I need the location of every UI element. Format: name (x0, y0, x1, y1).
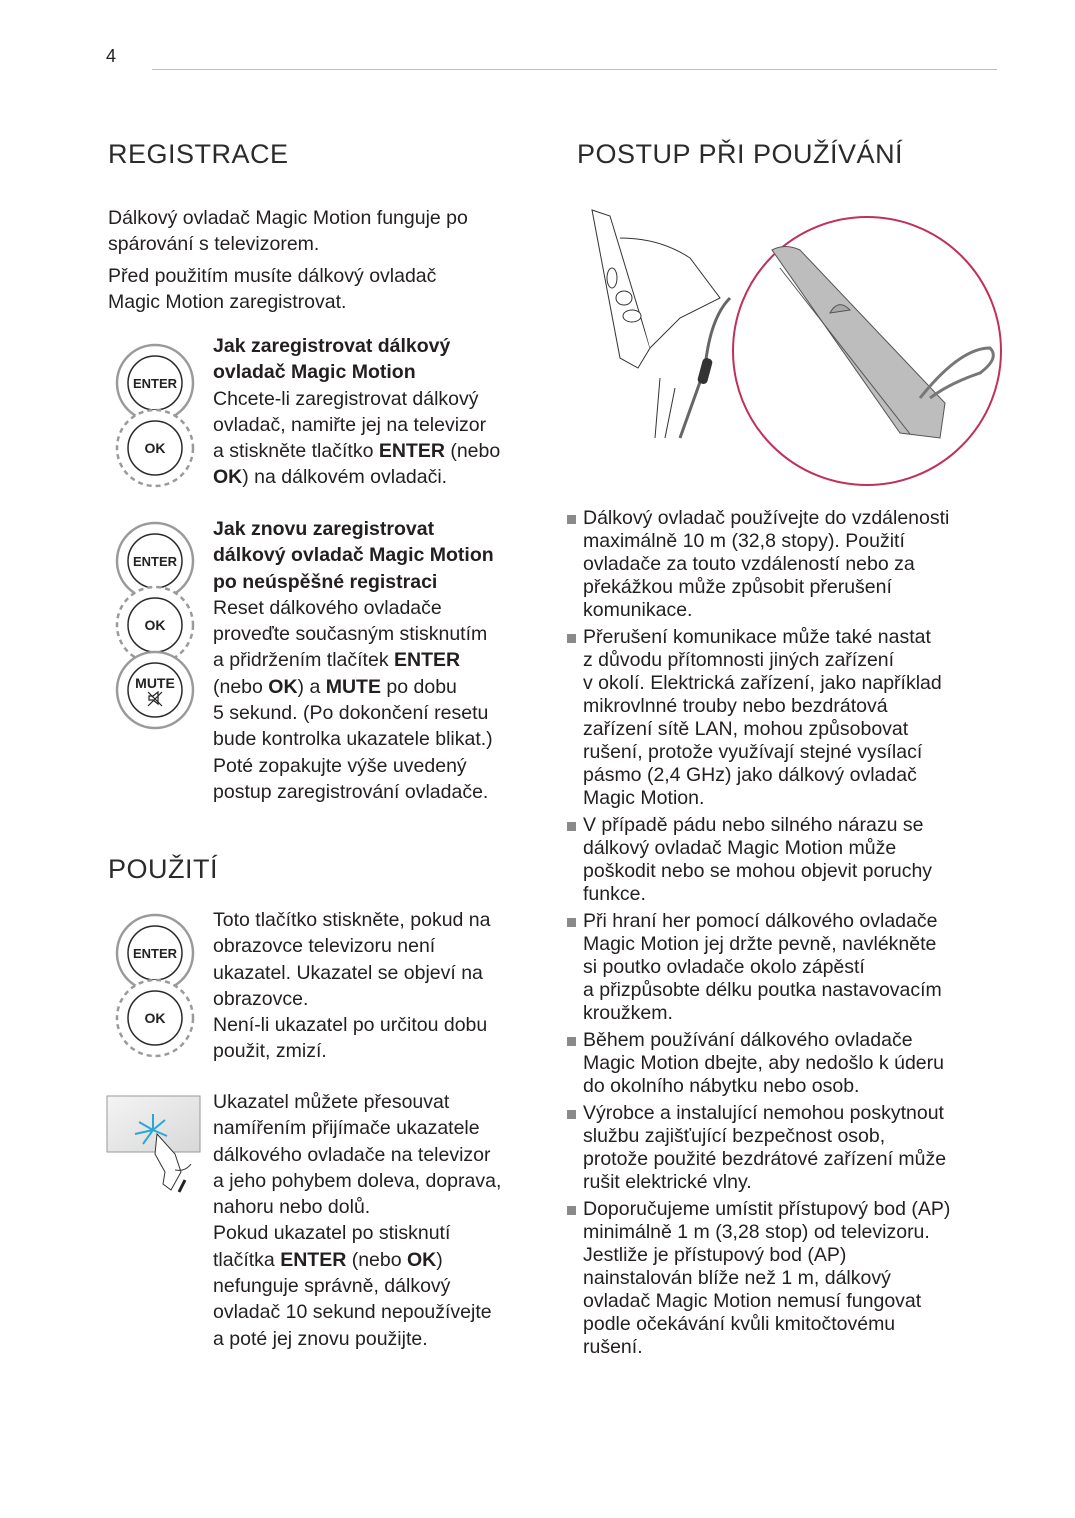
text-line: poškodit nebo se mohou objevit poruchy (583, 860, 933, 882)
text-line (213, 386, 500, 412)
text: obrazovce televizoru není (213, 935, 436, 958)
text-line: z důvodu přítomnosti jiných zařízení (583, 649, 895, 671)
text-line: komunikace. (583, 599, 693, 621)
text-line: pásmo (2,4 GHz) jako dálkový ovladač (583, 764, 917, 786)
text-line: funkce. (583, 883, 646, 905)
text-line: si poutko ovladače okolo zápěstí (583, 956, 865, 978)
text-line (213, 595, 494, 621)
text: ovladač, namiřte jej na televizor (213, 413, 487, 436)
bold-text: po neúspěšné registraci (213, 570, 438, 593)
text-line: Magic Motion dbejte, aby nedošlo k úderu (583, 1052, 944, 1074)
ok-button-icon (115, 408, 195, 493)
bold-text: ENTER (280, 1248, 347, 1271)
text: 5 sekund. (Po dokončení resetu (213, 702, 489, 725)
usage-notes-list (567, 507, 1007, 1363)
text: ) a (297, 675, 326, 698)
text-line: Při hraní her pomocí dálkového ovladače (583, 910, 938, 932)
text-line (213, 1273, 501, 1299)
text-line: podle očekávání kvůli kmitočtovému (583, 1313, 896, 1335)
text-line (213, 753, 494, 779)
text-line: zařízení sítě LAN, mohou způsobovat (583, 718, 909, 740)
bold-text: OK (407, 1248, 437, 1271)
text: a přidržením tlačítek (213, 649, 394, 672)
bold-text: ovladač Magic Motion (213, 361, 416, 384)
text-line (213, 647, 494, 673)
text-line (213, 1326, 501, 1352)
button-label: ENTER (132, 376, 178, 391)
bold-text: ENTER (378, 440, 445, 463)
text-line: službu zajišťující bezpečnost osob, (583, 1125, 886, 1147)
bold-text: OK (213, 466, 243, 489)
text-line: Výrobce a instalující nemohou poskytnout (583, 1102, 944, 1124)
text-line: Před použitím musíte dálkový ovladač (108, 265, 437, 287)
text-line: V případě pádu nebo silného nárazu se (583, 814, 924, 836)
text-line (213, 960, 491, 986)
text-line (213, 933, 491, 959)
text: ukazatel. Ukazatel se objeví na (213, 961, 483, 984)
text-line (213, 1194, 501, 1220)
bold-text: Jak zaregistrovat dálkový (213, 335, 451, 357)
bold-text: Jak znovu zaregistrovat (213, 518, 435, 540)
intro-paragraph-1 (108, 205, 468, 258)
text-line: překážkou může způsobit přerušení (583, 576, 892, 598)
text-line: Dálkový ovladač používejte do vzdálenosti (583, 507, 950, 529)
button-label: MUTE (135, 675, 175, 691)
button-label: ENTER (132, 946, 178, 961)
list-item (567, 626, 1007, 810)
text: nahoru nebo dolů. (213, 1196, 371, 1219)
text: dálkového ovladače na televizor (213, 1143, 491, 1166)
text-line: Magic Motion. (583, 787, 705, 809)
text: Poté zopakujte výše uvedený (213, 754, 467, 777)
text: namířením přijímače ukazatele (213, 1117, 480, 1140)
heading-pouziti: POUŽITÍ (108, 854, 218, 884)
text-line: ovladač Magic Motion nemusí fungovat (583, 1290, 922, 1312)
bold-text: dálkový ovladač Magic Motion (213, 544, 494, 567)
text: ) na dálkovém ovladači. (242, 466, 448, 489)
list-item (567, 1198, 1007, 1359)
button-label: OK (144, 1010, 166, 1026)
text-line (213, 986, 491, 1012)
bold-text: ENTER (393, 649, 461, 672)
text-line (213, 1038, 491, 1064)
text-line: ovladače za touto vzdáleností nebo za (583, 553, 915, 575)
text: Ukazatel můžete přesouvat (213, 1091, 450, 1113)
text: (nebo (213, 675, 269, 698)
text-line: nainstalován blíže než 1 m, dálkový (583, 1267, 891, 1289)
header-rule (152, 69, 997, 70)
button-label: OK (144, 617, 166, 633)
text-line: minimálně 1 m (3,28 stop) od televizoru. (583, 1221, 930, 1243)
text-line (213, 1220, 501, 1246)
text-line (213, 779, 494, 805)
text: po dobu (380, 675, 457, 698)
text: Není-li ukazatel po určitou dobu (213, 1014, 488, 1037)
text-line: kroužkem. (583, 1002, 673, 1024)
text: Reset dálkového ovladače (213, 596, 442, 619)
text-line (213, 700, 494, 726)
text-line: rušení, protože využívají stejné vysílací (583, 741, 923, 763)
text: ) (436, 1248, 443, 1271)
text-line: maximálně 10 m (32,8 stopy). Použití (583, 530, 905, 552)
text-line (213, 464, 500, 490)
text: postup zaregistrování ovladače. (213, 780, 489, 803)
text: a poté jej znovu použijte. (213, 1327, 428, 1350)
text-line (213, 674, 494, 700)
intro-paragraph-2 (108, 263, 436, 316)
text-line: Během používání dálkového ovladače (583, 1029, 913, 1051)
text-line: rušit elektrické vlny. (583, 1171, 752, 1193)
text-line: Přerušení komunikace může také nastat (583, 626, 931, 648)
tv-pointer-illustration (105, 1092, 215, 1197)
text-line: Jestliže je přístupový bod (AP) (583, 1244, 847, 1266)
text-line: Magic Motion zaregistrovat. (108, 291, 347, 314)
text-line (213, 438, 500, 464)
text-line (213, 1142, 501, 1168)
text-line: spárování s televizorem. (108, 233, 320, 256)
text-line (213, 1299, 501, 1325)
text-line: Doporučujeme umístit přístupový bod (AP) (583, 1198, 951, 1220)
text: Toto tlačítko stiskněte, pokud na (213, 909, 491, 931)
text-line (213, 907, 491, 933)
text: ovladač 10 sekund nepoužívejte (213, 1301, 492, 1324)
text: a jeho pohybem doleva, doprava, (213, 1169, 502, 1192)
text: Pokud ukazatel po stisknutí (213, 1222, 451, 1245)
list-item (567, 1102, 1007, 1194)
text-line (213, 1089, 501, 1115)
text-line (213, 1247, 501, 1273)
text-line: Dálkový ovladač Magic Motion funguje po (108, 207, 468, 229)
ok-button-icon (115, 978, 195, 1063)
list-item (567, 910, 1007, 1025)
heading-postup: POSTUP PŘI POUŽÍVÁNÍ (577, 139, 904, 169)
text: Chcete-li zaregistrovat dálkový (213, 387, 479, 410)
page-number: 4 (106, 46, 117, 66)
text-line (213, 621, 494, 647)
text-line: do okolního nábytku nebo osob. (583, 1075, 860, 1097)
text-line (213, 726, 494, 752)
text-line: mikrovlnné trouby nebo bezdrátová (583, 695, 888, 717)
register-instructions (213, 333, 500, 491)
text: obrazovce. (213, 987, 309, 1010)
text-line (213, 1168, 501, 1194)
heading-registrace: REGISTRACE (108, 139, 289, 169)
wrist-strap-illustration (580, 198, 1005, 493)
text-line (213, 542, 494, 568)
pointer-show-instructions (213, 907, 491, 1065)
text-line: v okolí. Elektrická zařízení, jako například (583, 672, 942, 694)
text-line: Magic Motion jej držte pevně, navlékněte (583, 933, 937, 955)
button-label: ENTER (132, 554, 178, 569)
mute-button-icon (115, 650, 195, 735)
text-line (213, 1012, 491, 1038)
text-line: rušení. (583, 1336, 643, 1358)
button-label: OK (144, 440, 166, 456)
text-line: protože použité bezdrátové zařízení může (583, 1148, 947, 1170)
text-line (213, 412, 500, 438)
text: tlačítka (213, 1248, 281, 1271)
text-line (213, 333, 500, 359)
reregister-instructions (213, 516, 494, 805)
text: nefunguje správně, dálkový (213, 1275, 451, 1298)
list-item (567, 814, 1007, 906)
pointer-move-instructions (213, 1089, 501, 1352)
text: a stiskněte tlačítko (213, 440, 379, 463)
bold-text: MUTE (325, 675, 381, 698)
text-line (213, 569, 494, 595)
text-line: a přizpůsobte délku poutka nastavovacím (583, 979, 942, 1001)
text: (nebo (346, 1248, 408, 1271)
text: bude kontrolka ukazatele blikat.) (213, 728, 493, 751)
text: proveďte současným stisknutím (213, 623, 488, 646)
list-item (567, 507, 1007, 622)
text-line (213, 516, 494, 542)
list-item (567, 1029, 1007, 1098)
text-line (213, 1115, 501, 1141)
text-line (213, 359, 500, 385)
bold-text: OK (268, 675, 298, 698)
text: (nebo (444, 440, 501, 463)
text-line: dálkový ovladač Magic Motion může (583, 837, 897, 859)
text: použit, zmizí. (213, 1040, 327, 1063)
